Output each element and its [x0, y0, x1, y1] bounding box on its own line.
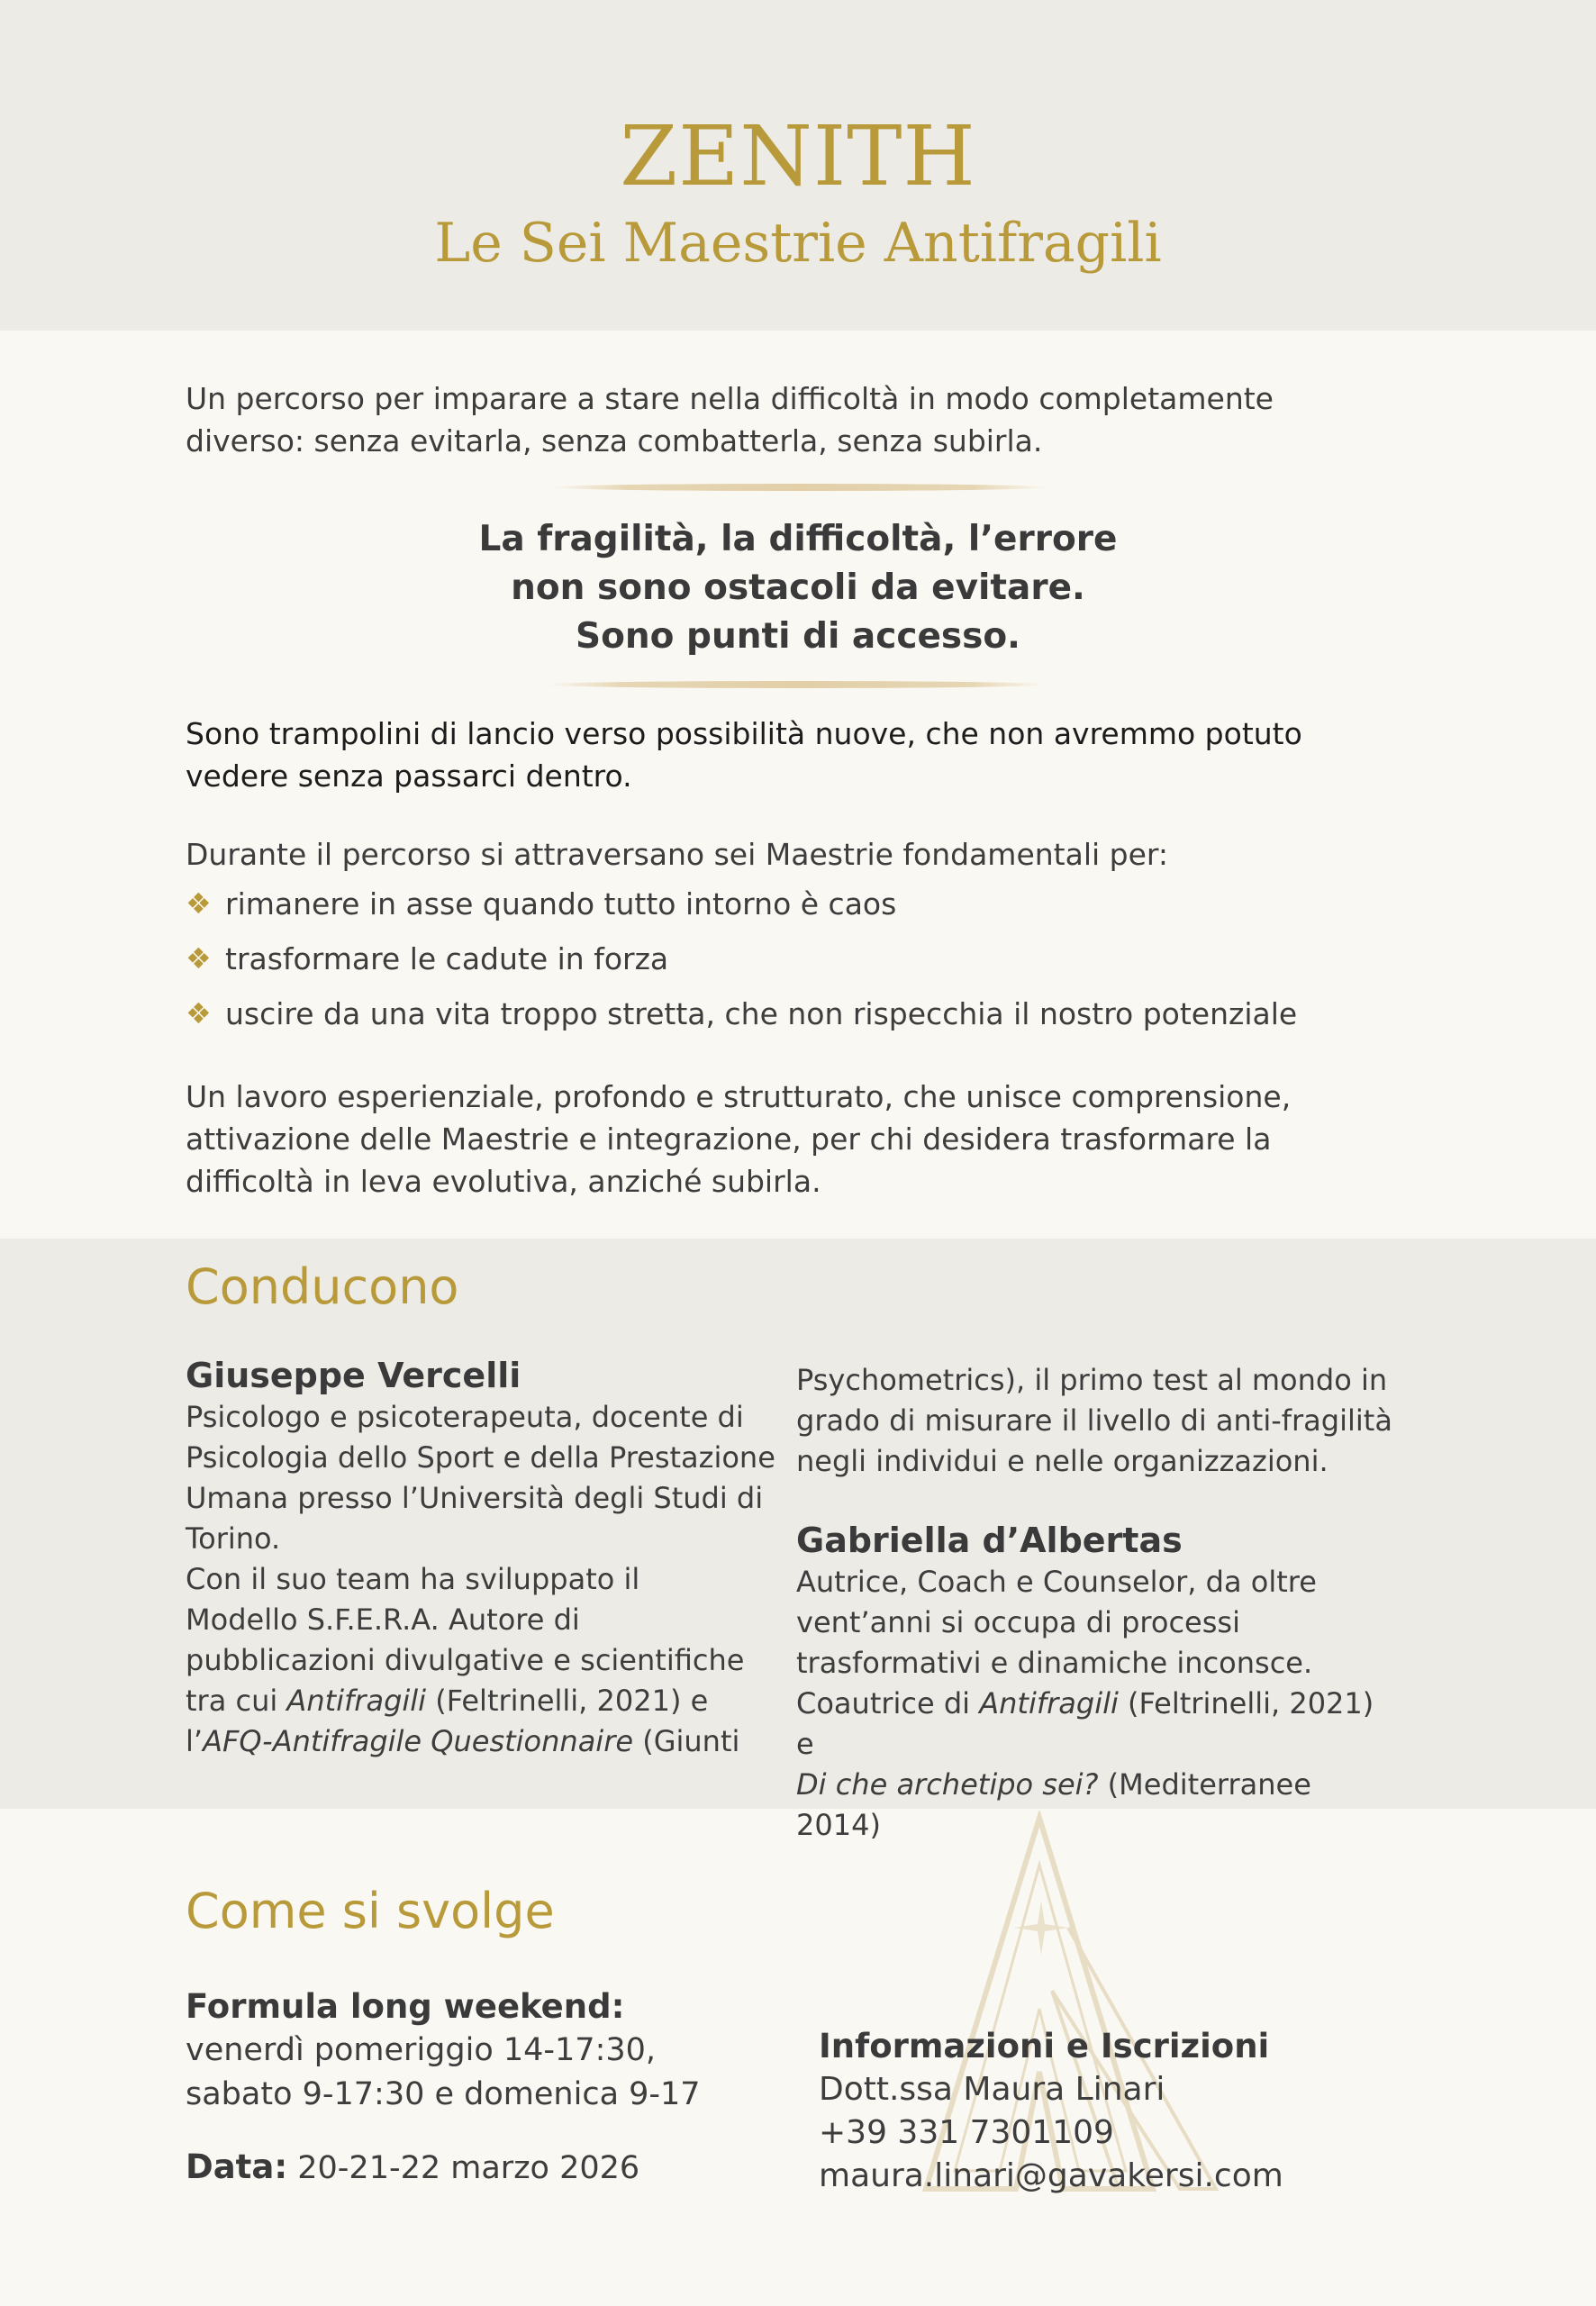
vercelli-name: Giuseppe Vercelli	[186, 1356, 521, 1395]
info-heading: Informazioni e Iscrizioni	[819, 2027, 1270, 2065]
page-subtitle: Le Sei Maestrie Antifragili	[434, 212, 1162, 275]
vercelli-bio: Giuseppe Vercelli Psicologo e psicoterapeuta, docente di Psicologia dello Sport e della Prestazione Umana presso l’Università degli Studi di Torino. Con il suo team ha sviluppato il Modello S.F.E.R.A. Autore di pubblicazioni divulgative e scientifiche tra cui Antifragili (Feltrinelli, 2021) e l’AFQ-Antifragile Questionnaire (Giunti	[186, 1354, 789, 1762]
dalbertas-bio: Gabriella d’Albertas Autrice, Coach e Counselor, da oltre vent’anni si occupa di processi trasformativi e dinamiche inconsce. Coautrice di Antifragili (Feltrinelli, 2021) e Di che archetipo sei? (Mediterranee 2014)	[796, 1519, 1400, 1846]
date-label: Data:	[186, 2147, 288, 2186]
maestrie-intro: Durante il percorso si attraversano sei Maestrie fondamentali per:	[186, 837, 1169, 872]
diamond-bullet-icon: ❖	[186, 886, 212, 921]
intro-paragraph: Un percorso per imparare a stare nella difficoltà in modo completamente diverso: senza evitarla, senza combatterla, senza subirla.	[186, 381, 1274, 458]
conducono-heading: Conducono	[186, 1258, 459, 1315]
list-item: ❖ uscire da una vita troppo stretta, che non rispecchia il nostro potenziale	[186, 993, 1492, 1048]
date-line	[186, 2146, 816, 2190]
vercelli-bio-continued: Psychometrics), il primo test al mondo in grado di misurare il livello di anti-fragilità negli individui e nelle organizzazioni.	[796, 1363, 1392, 1478]
formula-label: Formula long weekend:	[186, 1987, 625, 2026]
contact-email[interactable]: maura.linari@gavakersi.com	[819, 2157, 1283, 2194]
contact-phone[interactable]: +39 331 7301109	[819, 2114, 1114, 2151]
divider-top	[551, 484, 1048, 491]
highlight-quote: La fragilità, la difficoltà, l’errore non sono ostacoli da evitare. Sono punti di accesso.	[478, 519, 1118, 657]
list-item: ❖ rimanere in asse quando tutto intorno è caos	[186, 883, 1492, 938]
formula-block: Formula long weekend: venerdì pomeriggio 14-17:30, sabato 9-17:30 e domenica 9-17	[186, 1984, 816, 2117]
diamond-bullet-icon: ❖	[186, 996, 212, 1030]
divider-bottom	[546, 681, 1047, 688]
dalbertas-name: Gabriella d’Albertas	[796, 1521, 1183, 1560]
svolge-heading: Come si svolge	[186, 1883, 555, 1939]
trampolini-paragraph: Sono trampolini di lancio verso possibilità nuove, che non avremmo potuto vedere senza passarci dentro.	[186, 716, 1302, 794]
diamond-bullet-icon: ❖	[186, 941, 212, 976]
header-band	[0, 0, 1596, 331]
info-block	[819, 2025, 1467, 2198]
lavoro-paragraph: Un lavoro esperienziale, profondo e strutturato, che unisce comprensione, attivazione delle Maestrie e integrazione, per chi desidera trasformare la difficoltà in leva evolutiva, anziché subirla.	[186, 1079, 1292, 1199]
maestrie-list	[186, 883, 1492, 1048]
list-item: ❖ trasformare le cadute in forza	[186, 938, 1492, 993]
contact-name: Dott.ssa Maura Linari	[819, 2071, 1165, 2108]
page-title: ZENITH	[620, 108, 976, 204]
date-value: 20-21-22 marzo 2026	[287, 2150, 640, 2186]
